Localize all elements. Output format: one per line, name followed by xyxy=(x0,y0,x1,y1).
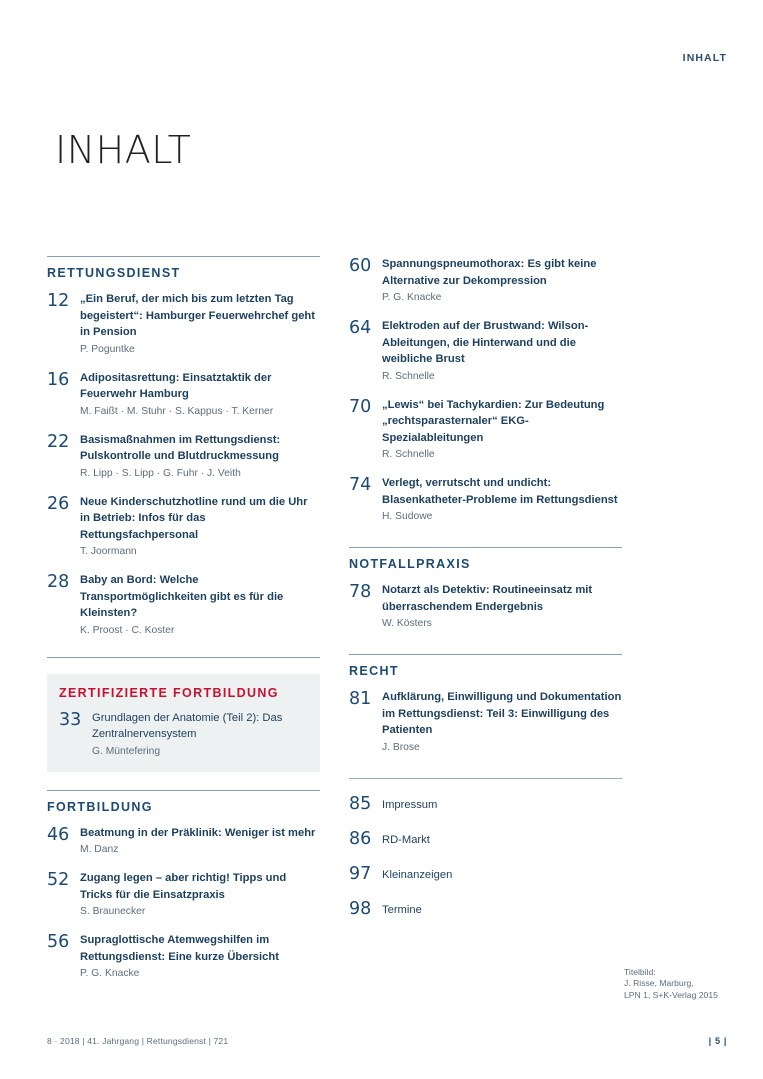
entry-body xyxy=(382,318,622,384)
entry-title: Termine xyxy=(382,903,422,916)
entry-authors: M. Faißt · M. Stuhr · S. Kappus · T. Kerner xyxy=(80,405,274,417)
entry-page-number: 33 xyxy=(59,709,82,730)
spacer xyxy=(349,768,622,778)
entry-title: Adipositasrettung: Einsatztaktik der Feuerwehr Hamburg xyxy=(80,371,272,400)
entry-body xyxy=(80,370,320,419)
entry-body xyxy=(382,582,622,631)
toc-entry[interactable] xyxy=(349,475,622,524)
entry-title: Grundlagen der Anatomie (Teil 2): Das Zentralnervensystem xyxy=(92,711,283,740)
entry-body xyxy=(80,494,320,560)
cover-credit-line-1: Titelbild: xyxy=(624,967,656,977)
entry-page-number: 46 xyxy=(47,824,70,845)
entry-title: „Lewis“ bei Tachykardien: Zur Bedeutung „rechtsparasternaler“ EKG-Spezialableitungen xyxy=(382,398,605,444)
entry-authors: P. Poguntke xyxy=(80,343,135,355)
entry-body xyxy=(80,825,320,858)
entry-page-number: 26 xyxy=(47,493,70,514)
entry-title: Supraglottische Atemwegshilfen im Rettungsdienst: Eine kurze Übersicht xyxy=(80,934,279,963)
section-divider xyxy=(47,657,320,658)
entry-title: Spannungspneumothorax: Es gibt keine Alternative zur Dekompression xyxy=(382,258,597,287)
certified-cme-box xyxy=(47,674,320,772)
entry-page-number: 52 xyxy=(47,870,70,890)
section-divider xyxy=(349,778,622,779)
entry-authors: J. Brose xyxy=(382,741,420,753)
entry-authors: K. Proost · C. Koster xyxy=(80,624,175,636)
section-heading-fortbildung: FORTBILDUNG xyxy=(47,799,153,814)
toc-entry[interactable] xyxy=(59,710,308,759)
section-divider xyxy=(349,654,622,655)
entry-page-number: 81 xyxy=(349,689,372,709)
entry-title: Neue Kinderschutzhotline rund um die Uhr in Betrieb: Infos für das Rettungsfachpersonal xyxy=(80,495,308,541)
entry-title: Impressum xyxy=(382,798,438,811)
toc-entry[interactable] xyxy=(47,870,320,919)
entry-title: Notarzt als Detektiv: Routineeinsatz mit überraschendem Endergebnis xyxy=(382,584,593,613)
entry-authors: H. Sudowe xyxy=(382,511,433,522)
entry-title: Basismaßnahmen im Rettungsdienst: Pulskontrolle und Blutdruckmessung xyxy=(80,433,281,462)
section-heading-notfallpraxis: NOTFALLPRAXIS xyxy=(349,557,471,571)
entry-page-number: 85 xyxy=(349,793,372,814)
entry-body xyxy=(382,794,622,814)
spacer xyxy=(349,644,622,654)
toc-entry[interactable] xyxy=(349,864,622,884)
entry-authors: R. Schnelle xyxy=(382,370,435,382)
toc-entry[interactable] xyxy=(47,932,320,981)
entry-title: Baby an Bord: Welche Transportmöglichkeiten gibt es für die Kleinsten? xyxy=(80,574,284,619)
entry-page-number: 74 xyxy=(349,475,372,495)
entry-authors: P. G. Knacke xyxy=(382,292,442,303)
entry-body xyxy=(382,397,622,463)
entry-page-number: 12 xyxy=(47,291,70,311)
toc-entry[interactable] xyxy=(349,899,622,919)
entry-title: Zugang legen – aber richtig! Tipps und Tricks für die Einsatzpraxis xyxy=(80,872,287,901)
entry-body xyxy=(382,899,622,919)
section-divider xyxy=(349,547,622,548)
entry-body xyxy=(382,475,622,524)
entry-title: Verlegt, verrutscht und undicht: Blasenkatheter-Probleme im Rettungsdienst xyxy=(382,477,618,506)
footer-issue-info: 8 · 2018 | 41. Jahrgang | Rettungsdienst | 721 xyxy=(47,1036,229,1046)
entry-page-number: 28 xyxy=(47,572,70,592)
entry-page-number: 86 xyxy=(349,828,372,849)
entry-title: „Ein Beruf, der mich bis zum letzten Tag begeistert“: Hamburger Feuerwehrchef geht in Pension xyxy=(80,293,315,338)
entry-authors: W. Kösters xyxy=(382,618,432,629)
entry-body xyxy=(92,710,308,759)
entry-page-number: 64 xyxy=(349,318,372,338)
entry-authors: S. Braunecker xyxy=(80,906,146,917)
entry-body xyxy=(382,689,622,755)
entry-authors: P. G. Knacke xyxy=(80,968,140,979)
entry-body xyxy=(382,256,622,305)
entry-page-number: 78 xyxy=(349,582,372,602)
entry-title: Beatmung in der Präklinik: Weniger ist mehr xyxy=(80,826,316,839)
entry-page-number: 60 xyxy=(349,256,372,276)
section-divider xyxy=(47,790,320,791)
entry-body xyxy=(80,870,320,919)
toc-entry[interactable] xyxy=(349,582,622,631)
entry-page-number: 16 xyxy=(47,369,70,390)
entry-title: Elektroden auf der Brustwand: Wilson-Ableitungen, die Hinterwand und die weibliche Brust xyxy=(382,320,589,365)
entry-title: Aufklärung, Einwilligung und Dokumentation im Rettungsdienst: Teil 3: Einwilligung des Patienten xyxy=(382,691,622,736)
spacer xyxy=(47,772,320,790)
toc-entry[interactable] xyxy=(349,256,622,305)
toc-entry[interactable] xyxy=(349,397,622,463)
entry-title: Kleinanzeigen xyxy=(382,868,453,881)
toc-entry[interactable] xyxy=(47,494,320,560)
entry-page-number: 22 xyxy=(47,431,70,452)
cover-credit-line-3: LPN 1, S+K-Verlag 2015 xyxy=(624,989,718,1000)
toc-entry[interactable] xyxy=(349,689,622,755)
toc-entry[interactable] xyxy=(349,318,622,384)
section-divider xyxy=(47,256,320,257)
entry-page-number: 70 xyxy=(349,396,372,417)
spacer xyxy=(349,537,622,547)
entry-authors: R. Schnelle xyxy=(382,449,435,460)
toc-entry[interactable] xyxy=(47,825,320,858)
toc-entry[interactable] xyxy=(47,572,320,638)
contents-columns xyxy=(47,256,717,994)
entry-body xyxy=(382,829,622,849)
left-column xyxy=(47,256,320,994)
toc-entry[interactable] xyxy=(47,291,320,357)
section-heading-recht: RECHT xyxy=(349,664,399,678)
entry-page-number: 56 xyxy=(47,932,70,952)
entry-authors: M. Danz xyxy=(80,844,119,855)
section-heading-rettungsdienst: RETTUNGSDIENST xyxy=(47,266,181,280)
entry-title: RD-Markt xyxy=(382,833,430,846)
right-column xyxy=(349,256,622,994)
running-head: INHALT xyxy=(682,52,727,64)
toc-entry[interactable] xyxy=(47,432,320,481)
entry-body xyxy=(80,572,320,638)
entry-body xyxy=(382,864,622,884)
section-heading-zertifizierte-fortbildung: ZERTIFIZIERTE FORTBILDUNG xyxy=(59,685,279,700)
cover-image-credit xyxy=(624,967,718,1001)
cover-credit-line-2: J. Risse, Marburg, xyxy=(624,978,694,989)
footer-page-number: | 5 | xyxy=(708,1036,727,1046)
entry-authors: G. Müntefering xyxy=(92,745,161,757)
entry-body xyxy=(80,291,320,357)
entry-page-number: 97 xyxy=(349,863,372,884)
entry-page-number: 98 xyxy=(349,898,372,919)
toc-entry[interactable] xyxy=(47,370,320,419)
entry-authors: T. Joormann xyxy=(80,546,137,557)
entry-body xyxy=(80,432,320,481)
toc-entry[interactable] xyxy=(349,829,622,849)
entry-authors: R. Lipp · S. Lipp · G. Fuhr · J. Veith xyxy=(80,467,241,479)
entry-body xyxy=(80,932,320,981)
toc-entry[interactable] xyxy=(349,794,622,814)
page-title: INHALT xyxy=(55,128,192,173)
